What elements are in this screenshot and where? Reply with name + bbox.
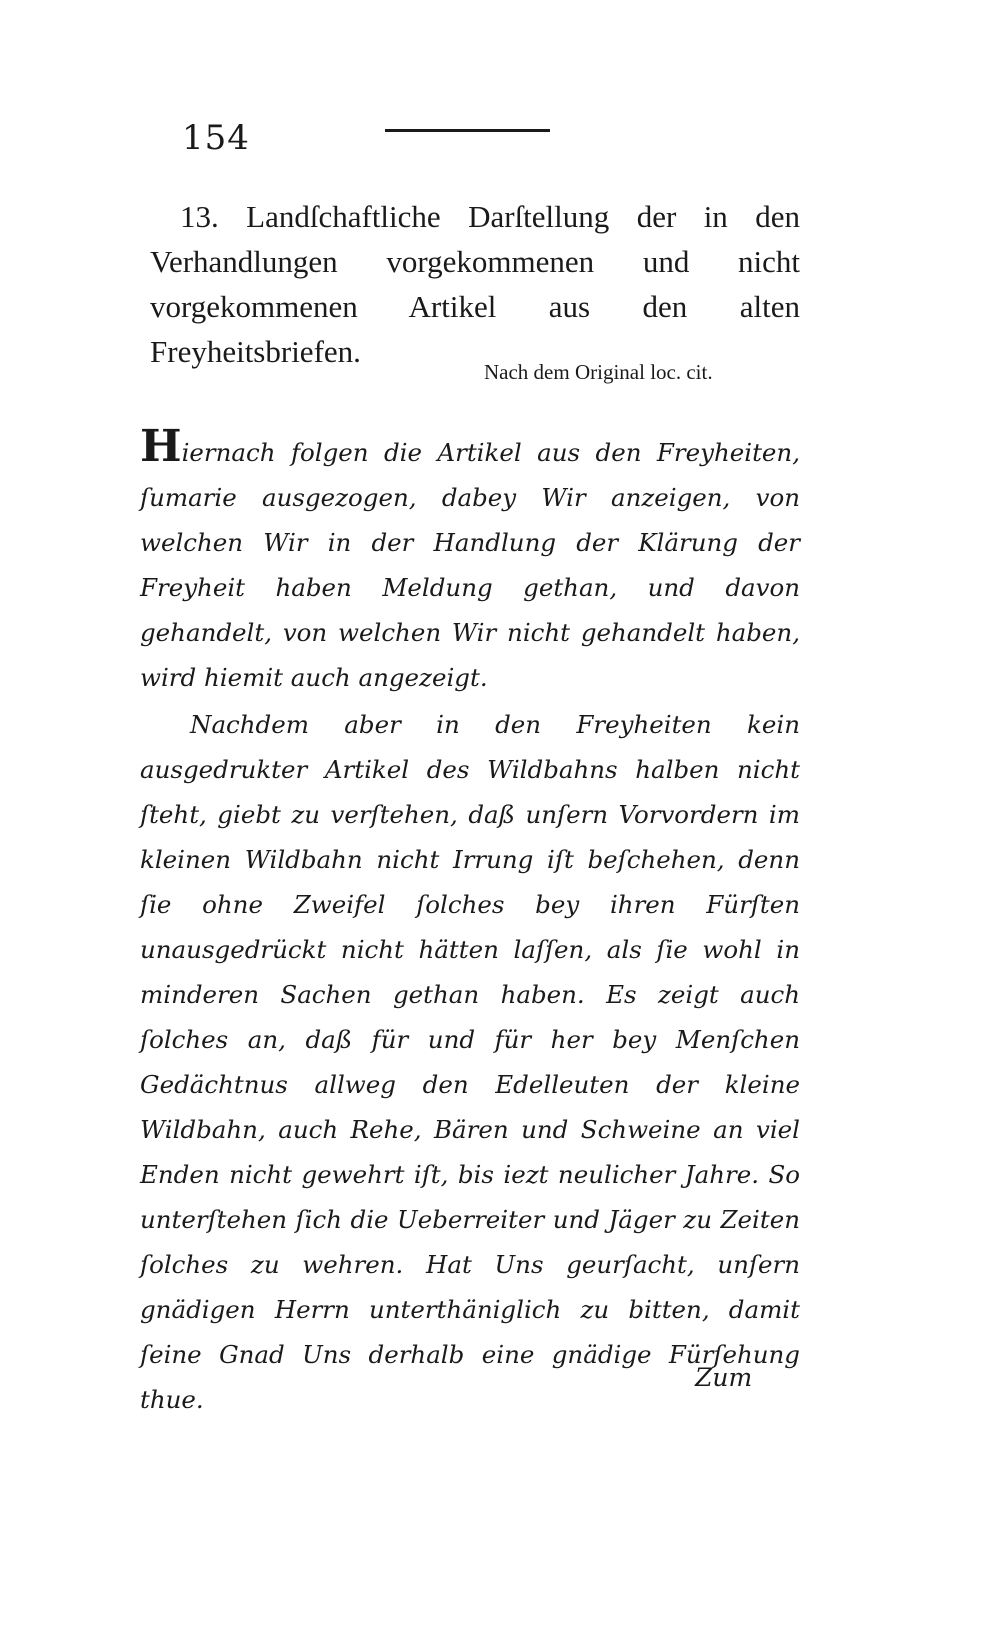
paragraph-1-text: iernach folgen die Artikel aus den Freyheiten, ſumarie ausgezogen, dabey Wir anzeigen, von welchen Wir in der Handlung der Klärung der Freyheit haben Meldung gethan, und davon gehandelt, von welchen Wir nicht gehandelt haben, wird hiemit auch angezeigt.	[140, 438, 800, 692]
catchword: Zum	[695, 1363, 753, 1392]
paragraph-2: Nachdem aber in den Freyheiten kein ausgedrukter Artikel des Wildbahns halben nicht ſteht, giebt zu verſtehen, daß unſern Vorvordern im kleinen Wildbahn nicht Irrung iſt beſchehen, denn ſie ohne Zweifel ſolches bey ihren Fürſten unausgedrückt nicht hätten laſſen, als ſie wohl in minderen Sachen gethan haben. Es zeigt auch ſolches an, daß für und für her bey Menſchen Gedächtnus allweg den Edelleuten der kleine Wildbahn, auch Rehe, Bären und Schweine an viel Enden nicht gewehrt iſt, bis iezt neulicher Jahre. So unterſtehen ſich die Ueberreiter und Jäger zu Zeiten ſolches zu wehren. Hat Uns geurſacht, unſern gnädigen Herrn unterthäniglich zu bitten, damit ſeine Gnad Uns derhalb eine gnädige Fürſehung thue.	[140, 710, 800, 1414]
paragraph-initial: H	[140, 421, 182, 472]
paragraph-1	[140, 421, 800, 700]
source-note: Nach dem Original loc. cit.	[484, 360, 713, 384]
header-rule	[385, 129, 550, 132]
page-number: 154	[182, 118, 250, 158]
section-heading: 13. Landſchaftliche Darſtellung der in den Verhandlungen vorgekommenen und nicht vorgekommenen Artikel aus den alten Freyheitsbriefen.	[150, 199, 800, 369]
